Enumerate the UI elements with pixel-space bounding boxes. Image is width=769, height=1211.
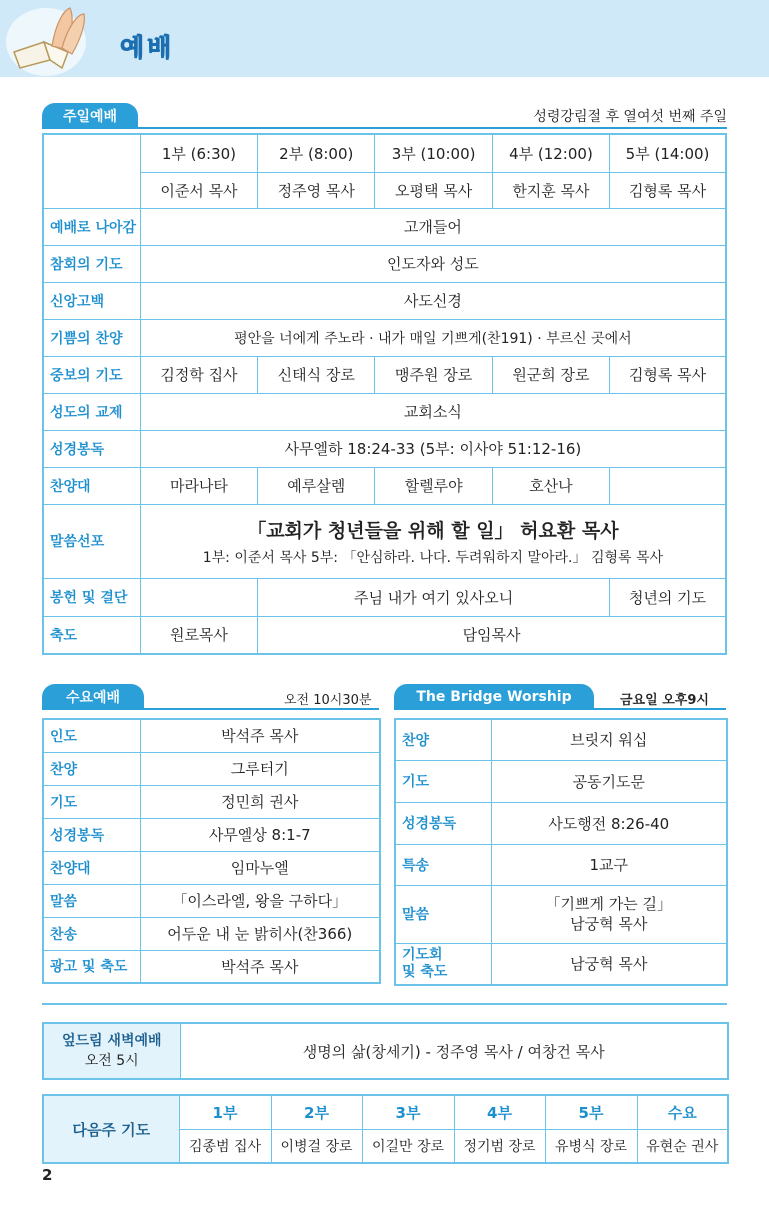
next-week-label: 다음주 기도 [43,1095,179,1163]
next-week-header: 2부 [271,1095,362,1129]
next-week-header: 3부 [362,1095,454,1129]
service-preacher: 이준서 목사 [140,172,257,208]
service-header: 2부 (8:00) [258,134,375,172]
page-number: 2 [42,1166,53,1184]
tab-bridge-worship: The Bridge Worship [394,684,594,710]
row-value: 1교구 [491,844,727,885]
divider [42,127,727,129]
row-label-line2: 및 축도 [402,963,448,980]
row-value: 브릿지 워십 [491,719,727,760]
row-value: 김형록 목사 [610,356,726,393]
sunday-note: 성령강림절 후 열여섯 번째 주일 [533,109,727,125]
row-value: 마라나타 [140,467,257,504]
sermon-sub: 1부: 이준서 목사 5부: 「안심하라. 나다. 두려워하지 말아라.」 김형록 목사 [202,549,664,566]
row-value: 박석주 목사 [140,950,380,983]
row-label: 말씀선포 [43,504,140,578]
row-value: 신태식 장로 [258,356,375,393]
next-week-person: 유현순 권사 [637,1129,728,1163]
service-preacher: 한지훈 목사 [492,172,609,208]
row-value: 담임목사 [258,616,726,654]
corner-cell [43,134,140,208]
sermon-title: 「기쁘게 가는 길」 [545,895,672,913]
row-label: 기도 [395,760,491,802]
row-label: 기쁨의 찬양 [43,319,140,356]
wednesday-order-table [42,718,381,984]
row-label: 중보의 기도 [43,356,140,393]
row-label: 찬송 [43,917,140,950]
row-value: 예루살렘 [258,467,375,504]
service-header: 3부 (10:00) [375,134,492,172]
row-label: 광고 및 축도 [43,950,140,983]
row-label: 말씀 [395,885,491,943]
dawn-time: 오전 5시 [84,1053,139,1069]
row-value [610,467,726,504]
service-header: 4부 (12:00) [492,134,609,172]
sermon-cell [140,504,726,578]
row-value: 그루터기 [140,752,380,785]
row-value: 정민희 권사 [140,785,380,818]
row-label: 말씀 [43,884,140,917]
row-value: 박석주 목사 [140,719,380,752]
next-week-person: 이병걸 장로 [271,1129,362,1163]
row-label: 특송 [395,844,491,885]
row-value: 사무엘하 18:24-33 (5부: 이사야 51:12-16) [140,430,726,467]
row-value: 사무엘상 8:1-7 [140,818,380,851]
row-value: 원로목사 [140,616,257,654]
row-label: 찬양 [43,752,140,785]
service-preacher: 오평택 목사 [375,172,492,208]
row-label: 찬양대 [43,467,140,504]
service-header: 5부 (14:00) [610,134,726,172]
row-label: 예배로 나아감 [43,208,140,245]
row-value: 호산나 [492,467,609,504]
row-value: 고개들어 [140,208,726,245]
row-value: 평안을 너에게 주노라 · 내가 매일 기쁘게(찬191) · 부르신 곳에서 [140,319,726,356]
next-week-header: 5부 [545,1095,637,1129]
row-value: 「이스라엘, 왕을 구하다」 [140,884,380,917]
preacher: 남궁혁 목사 [570,915,648,933]
row-label-line1: 기도회 [402,946,443,963]
row-value: 할렐루야 [375,467,492,504]
row-value [491,885,727,943]
row-value: 맹주원 장로 [375,356,492,393]
friday-order-table [394,718,728,986]
sermon-title: 「교회가 청년들을 위해 할 일」 허요환 목사 [247,519,619,542]
row-value: 어두운 내 눈 밝히사(찬366) [140,917,380,950]
service-preacher: 정주영 목사 [258,172,375,208]
service-header: 1부 (6:30) [140,134,257,172]
divider [394,708,726,710]
next-week-prayer-table [42,1094,729,1164]
wednesday-note: 오전 10시30분 [284,693,372,708]
row-value [140,578,257,616]
next-week-person: 이길만 장로 [362,1129,454,1163]
row-value: 사도신경 [140,282,726,319]
row-label: 성도의 교제 [43,393,140,430]
tab-wednesday-worship: 수요예배 [42,684,144,710]
divider [42,708,379,710]
row-value: 임마누엘 [140,851,380,884]
row-label: 기도 [43,785,140,818]
row-label: 찬양대 [43,851,140,884]
row-label: 성경봉독 [43,430,140,467]
divider [42,1003,727,1005]
next-week-person: 유병식 장로 [545,1129,637,1163]
row-label: 성경봉독 [43,818,140,851]
row-label: 축도 [43,616,140,654]
row-value: 김정학 집사 [140,356,257,393]
row-label: 성경봉독 [395,802,491,844]
header-band [0,0,769,77]
row-label: 신앙고백 [43,282,140,319]
row-value: 인도자와 성도 [140,245,726,282]
next-week-header: 수요 [637,1095,728,1129]
row-value: 교회소식 [140,393,726,430]
row-value: 원군희 장로 [492,356,609,393]
page-title: 예배 [120,33,175,62]
row-value: 사도행전 8:26-40 [491,802,727,844]
next-week-header: 1부 [179,1095,271,1129]
sunday-order-table [42,133,727,655]
dawn-label-cell [43,1023,180,1079]
dawn-service-table [42,1022,729,1080]
next-week-person: 정기범 장로 [454,1129,545,1163]
row-label: 참회의 기도 [43,245,140,282]
row-value: 청년의 기도 [610,578,726,616]
row-value: 주님 내가 여기 있사오니 [258,578,610,616]
service-preacher: 김형록 목사 [610,172,726,208]
row-value: 공동기도문 [491,760,727,802]
row-label: 인도 [43,719,140,752]
row-label: 찬양 [395,719,491,760]
next-week-person: 김종범 집사 [179,1129,271,1163]
row-value: 남궁혁 목사 [491,943,727,985]
row-label [395,943,491,985]
tab-sunday-worship: 주일예배 [42,103,138,129]
dawn-label: 엎드림 새벽예배 [61,1033,162,1049]
next-week-header: 4부 [454,1095,545,1129]
dawn-value: 생명의 삶(창세기) - 정주영 목사 / 여창건 목사 [180,1023,728,1079]
row-label: 봉헌 및 결단 [43,578,140,616]
friday-note: 금요일 오후9시 [620,693,709,708]
praying-hands-bible-icon [6,2,96,76]
